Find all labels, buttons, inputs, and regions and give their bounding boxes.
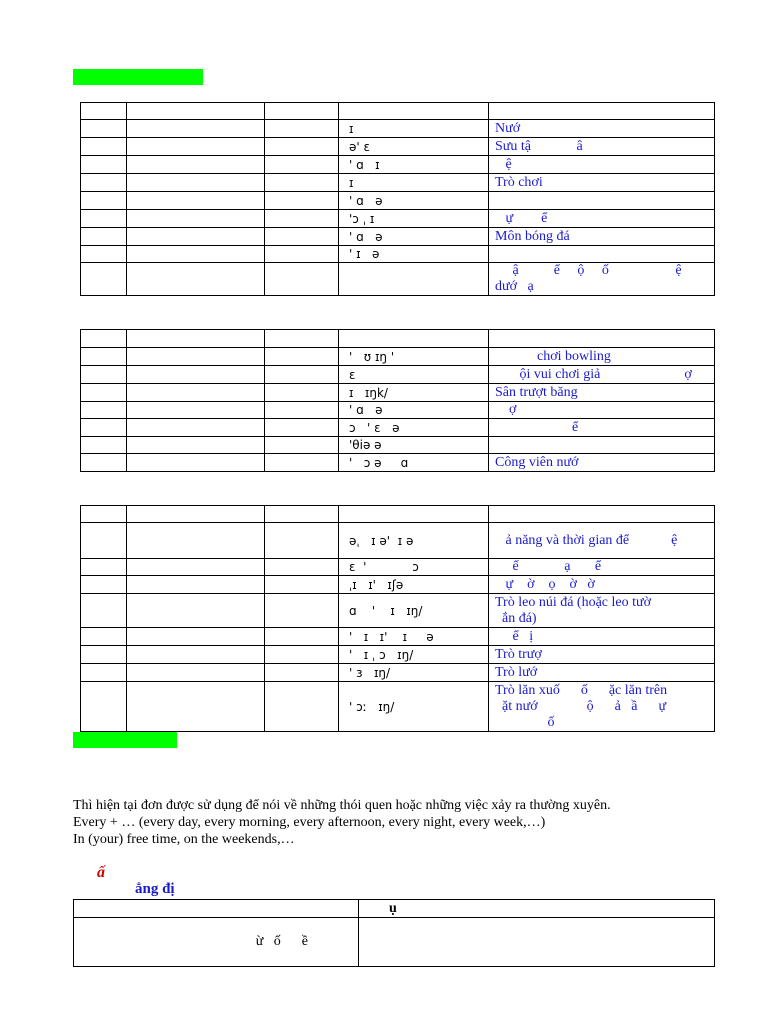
empty-cell xyxy=(127,506,265,523)
ipa-cell: ' ʊ ɪŋ ' xyxy=(339,348,489,366)
empty-cell xyxy=(265,402,339,419)
empty-cell xyxy=(265,348,339,366)
ipa-cell: ɪ ɪŋk/ xyxy=(339,384,489,402)
table-row xyxy=(81,120,715,138)
ipa-cell: əˌ ɪ ə' ɪ ə xyxy=(339,523,489,559)
structure-table xyxy=(73,899,715,967)
empty-cell xyxy=(127,138,265,156)
empty-cell xyxy=(265,156,339,174)
ipa-cell xyxy=(339,506,489,523)
empty-cell xyxy=(265,437,339,454)
vocabulary-table-1 xyxy=(80,102,715,296)
empty-cell xyxy=(127,156,265,174)
empty-cell xyxy=(127,576,265,594)
meaning-cell: Trò chơi xyxy=(489,174,715,192)
ipa-cell: ' ɔ ə ɑ xyxy=(339,454,489,472)
empty-cell xyxy=(127,682,265,732)
table-row xyxy=(81,263,715,296)
empty-cell xyxy=(127,664,265,682)
table-row xyxy=(81,174,715,192)
empty-cell xyxy=(265,228,339,246)
ipa-cell: ' ɑ ə xyxy=(339,402,489,419)
vocabulary-table-3 xyxy=(80,505,715,732)
meaning-cell: chơi bowling xyxy=(489,348,715,366)
empty-cell xyxy=(127,523,265,559)
table-row xyxy=(81,348,715,366)
table-row xyxy=(81,330,715,348)
meaning-cell: Công viên nướ xyxy=(489,454,715,472)
empty-cell xyxy=(127,646,265,664)
empty-cell xyxy=(81,192,127,210)
meaning-cell: ậ ể ộ ố ệ dướ ạ xyxy=(489,263,715,296)
grammar-line-3: In (your) free time, on the weekends,… xyxy=(73,832,295,847)
structure-table-cell-right xyxy=(359,918,715,967)
meaning-cell: Trò trượ xyxy=(489,646,715,664)
empty-cell xyxy=(81,419,127,437)
structure-table-header-right: ụ xyxy=(359,900,715,918)
ipa-cell: 'θiə ə xyxy=(339,437,489,454)
structure-table-header-left xyxy=(74,900,359,918)
empty-cell xyxy=(265,103,339,120)
ipa-cell: ɛ ' ɔ xyxy=(339,559,489,576)
empty-cell xyxy=(127,103,265,120)
empty-cell xyxy=(265,523,339,559)
empty-cell xyxy=(127,437,265,454)
table-row xyxy=(81,559,715,576)
empty-cell xyxy=(265,454,339,472)
ipa-cell: ɪ xyxy=(339,120,489,138)
empty-cell xyxy=(81,263,127,296)
table-row xyxy=(81,138,715,156)
empty-cell xyxy=(81,437,127,454)
table-row xyxy=(81,103,715,120)
empty-cell xyxy=(265,120,339,138)
affirmative-heading: ẳng đị xyxy=(135,881,175,897)
empty-cell xyxy=(265,594,339,628)
empty-cell xyxy=(127,559,265,576)
empty-cell xyxy=(265,646,339,664)
empty-cell xyxy=(127,594,265,628)
meaning-cell xyxy=(489,103,715,120)
meaning-cell: Môn bóng đá xyxy=(489,228,715,246)
empty-cell xyxy=(265,682,339,732)
empty-cell xyxy=(127,330,265,348)
ipa-cell: ' ɑ ə xyxy=(339,192,489,210)
empty-cell xyxy=(265,192,339,210)
empty-cell xyxy=(127,174,265,192)
empty-cell xyxy=(81,506,127,523)
empty-cell xyxy=(127,348,265,366)
empty-cell xyxy=(81,576,127,594)
empty-cell xyxy=(265,384,339,402)
table-row xyxy=(81,664,715,682)
meaning-cell: ể xyxy=(489,419,715,437)
meaning-cell: Trò lăn xuố ố ặc lăn trên ặt nướ ộ ả ầ ự ố xyxy=(489,682,715,732)
structure-table-cell-left: ừ ố ề xyxy=(74,918,359,967)
empty-cell xyxy=(81,120,127,138)
empty-cell xyxy=(265,366,339,384)
empty-cell xyxy=(127,210,265,228)
table-row xyxy=(81,402,715,419)
meaning-cell: ể ị xyxy=(489,628,715,646)
table-row xyxy=(81,646,715,664)
meaning-cell xyxy=(489,330,715,348)
table-row xyxy=(81,454,715,472)
empty-cell xyxy=(81,384,127,402)
section-highlight-2 xyxy=(73,732,177,748)
empty-cell xyxy=(81,646,127,664)
empty-cell xyxy=(265,506,339,523)
empty-cell xyxy=(127,120,265,138)
vocabulary-table-2 xyxy=(80,329,715,472)
empty-cell xyxy=(127,628,265,646)
meaning-cell: ự ờ ọ ờ ờ xyxy=(489,576,715,594)
empty-cell xyxy=(265,174,339,192)
empty-cell xyxy=(81,228,127,246)
ipa-cell: ' ɑ ɪ xyxy=(339,156,489,174)
empty-cell xyxy=(81,210,127,228)
table-row xyxy=(81,628,715,646)
empty-cell xyxy=(127,366,265,384)
ipa-cell: ' ɑ ə xyxy=(339,228,489,246)
grammar-line-1: Thì hiện tại đơn được sử dụng để nói về những thói quen hoặc những việc xảy ra thường xuyên. xyxy=(73,798,611,813)
table-row xyxy=(81,506,715,523)
table-row xyxy=(81,192,715,210)
empty-cell xyxy=(81,628,127,646)
meaning-cell: Nướ xyxy=(489,120,715,138)
meaning-cell: Sưu tậ â xyxy=(489,138,715,156)
empty-cell xyxy=(81,559,127,576)
empty-cell xyxy=(81,174,127,192)
ipa-cell: ' ɪ ˌ ɔ ɪŋ/ xyxy=(339,646,489,664)
empty-cell xyxy=(265,210,339,228)
ipa-cell xyxy=(339,330,489,348)
empty-cell xyxy=(265,628,339,646)
table-row xyxy=(81,384,715,402)
meaning-cell: ội vui chơi giả ợ xyxy=(489,366,715,384)
empty-cell xyxy=(127,384,265,402)
empty-cell xyxy=(127,454,265,472)
meaning-cell xyxy=(489,437,715,454)
table-row xyxy=(81,210,715,228)
meaning-cell: ể ạ ể xyxy=(489,559,715,576)
table-row xyxy=(81,246,715,263)
ipa-cell: ɪ xyxy=(339,174,489,192)
empty-cell xyxy=(127,192,265,210)
table-row xyxy=(81,576,715,594)
table-row xyxy=(81,682,715,732)
meaning-cell: ự ể xyxy=(489,210,715,228)
table-row xyxy=(81,523,715,559)
ipa-cell: ' ɜ ɪŋ/ xyxy=(339,664,489,682)
ipa-cell: ɑ ' ɪ ɪŋ/ xyxy=(339,594,489,628)
empty-cell xyxy=(81,366,127,384)
empty-cell xyxy=(265,559,339,576)
ipa-cell: ə' ɛ xyxy=(339,138,489,156)
meaning-cell xyxy=(489,192,715,210)
meaning-cell: Sân trượt băng xyxy=(489,384,715,402)
ipa-cell: ˌɪ ɪ' ɪʃə xyxy=(339,576,489,594)
empty-cell xyxy=(265,263,339,296)
empty-cell xyxy=(81,156,127,174)
ipa-cell: 'ɔ ˌ ɪ xyxy=(339,210,489,228)
empty-cell xyxy=(81,594,127,628)
ipa-cell xyxy=(339,263,489,296)
empty-cell xyxy=(81,138,127,156)
structure-heading: ấ xyxy=(97,864,105,881)
empty-cell xyxy=(127,246,265,263)
grammar-line-2: Every + … (every day, every morning, every afternoon, every night, every week,…) xyxy=(73,815,546,830)
table-row xyxy=(81,419,715,437)
table-row xyxy=(81,156,715,174)
table-row xyxy=(81,228,715,246)
meaning-cell: Trò leo núi đá (hoặc leo tườ ắn đá) xyxy=(489,594,715,628)
empty-cell xyxy=(127,419,265,437)
empty-cell xyxy=(265,576,339,594)
table-row xyxy=(81,437,715,454)
meaning-cell: ệ xyxy=(489,156,715,174)
empty-cell xyxy=(81,246,127,263)
empty-cell xyxy=(81,664,127,682)
empty-cell xyxy=(81,523,127,559)
ipa-cell: ' ɪ ɪ' ɪ ə xyxy=(339,628,489,646)
meaning-cell: Trò lướ xyxy=(489,664,715,682)
empty-cell xyxy=(127,263,265,296)
empty-cell xyxy=(81,682,127,732)
empty-cell xyxy=(81,330,127,348)
ipa-cell: ' ɪ ə xyxy=(339,246,489,263)
table-row xyxy=(81,594,715,628)
empty-cell xyxy=(81,103,127,120)
empty-cell xyxy=(81,454,127,472)
ipa-cell: ɛ xyxy=(339,366,489,384)
ipa-cell: ɔ ' ɛ ə xyxy=(339,419,489,437)
meaning-cell: ả năng và thời gian để ệ xyxy=(489,523,715,559)
empty-cell xyxy=(265,419,339,437)
empty-cell xyxy=(265,330,339,348)
ipa-cell xyxy=(339,103,489,120)
meaning-cell: ợ xyxy=(489,402,715,419)
section-highlight-1 xyxy=(73,69,203,85)
empty-cell xyxy=(81,402,127,419)
ipa-cell: ' ɔː ɪŋ/ xyxy=(339,682,489,732)
table-row xyxy=(81,366,715,384)
empty-cell xyxy=(265,138,339,156)
empty-cell xyxy=(127,402,265,419)
empty-cell xyxy=(265,246,339,263)
meaning-cell xyxy=(489,506,715,523)
empty-cell xyxy=(81,348,127,366)
empty-cell xyxy=(127,228,265,246)
empty-cell xyxy=(265,664,339,682)
meaning-cell xyxy=(489,246,715,263)
